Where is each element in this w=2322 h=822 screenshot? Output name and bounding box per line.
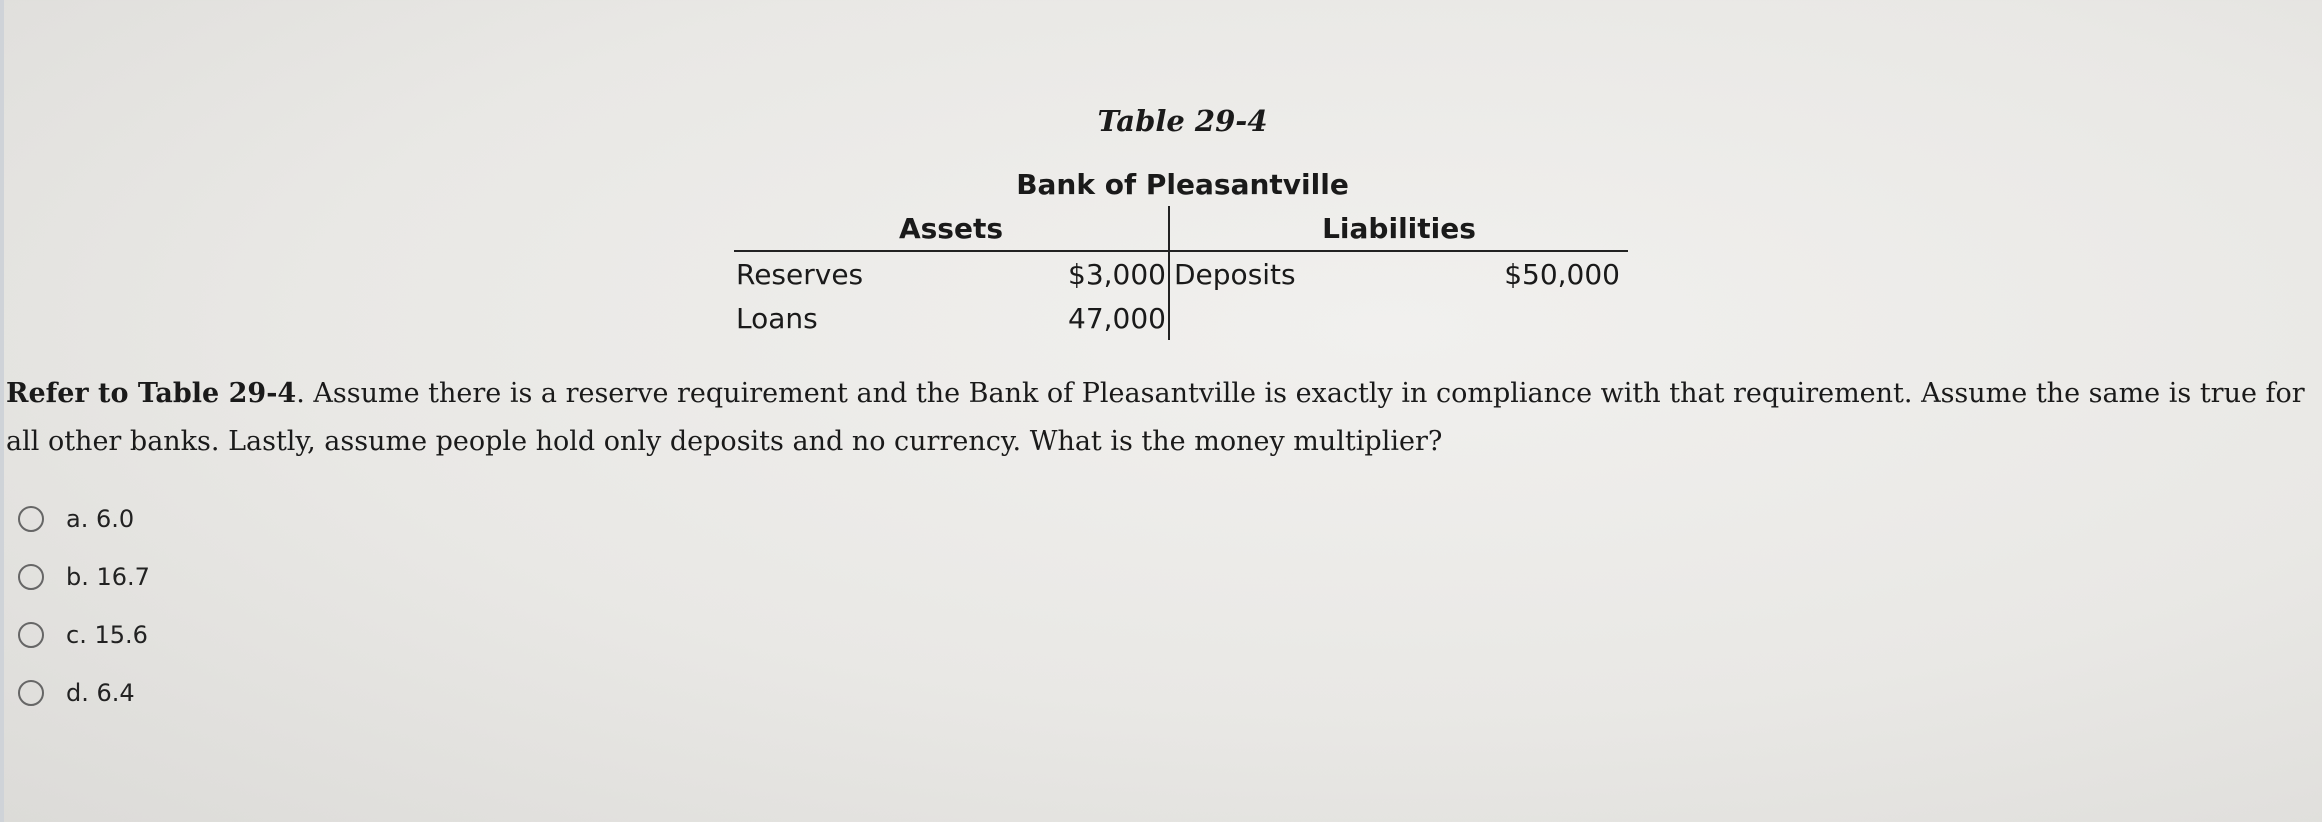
radio-button-icon[interactable] (18, 680, 44, 706)
option-b[interactable] (18, 548, 150, 606)
radio-button-icon[interactable] (18, 564, 44, 590)
option-c-label: c. 15.6 (66, 621, 148, 649)
liability-label-deposits: Deposits (1174, 258, 1296, 291)
t-account-divider-horizontal (734, 250, 1628, 252)
question-text (6, 370, 2306, 466)
option-a[interactable] (18, 490, 150, 548)
question-body: . Assume there is a reserve requirement and the Bank of Pleasantville is exactly in compliance with that requirement. Assume the same is true for all other banks. Lastly, assume people hold only deposits and no currency. What is the money multiplier? (6, 378, 2305, 457)
option-a-label: a. 6.0 (66, 505, 135, 533)
question-reference: Refer to Table 29-4 (6, 378, 297, 409)
asset-amount-reserves: $3,000 (1068, 258, 1166, 291)
liabilities-header: Liabilities (1322, 212, 1476, 245)
asset-amount-loans: 47,000 (1068, 302, 1166, 335)
option-b-label: b. 16.7 (66, 563, 150, 591)
radio-button-icon[interactable] (18, 622, 44, 648)
asset-label-loans: Loans (736, 302, 818, 335)
bank-name: Bank of Pleasantville (1016, 168, 1349, 201)
assets-header: Assets (898, 212, 1004, 245)
asset-label-reserves: Reserves (736, 258, 864, 291)
radio-button-icon[interactable] (18, 506, 44, 532)
option-d[interactable] (18, 664, 150, 722)
table-title: Table 29-4 (1097, 104, 1268, 138)
t-account-table (734, 206, 1628, 340)
option-d-label: d. 6.4 (66, 679, 135, 707)
option-c[interactable] (18, 606, 150, 664)
liability-amount-deposits: $50,000 (1504, 258, 1620, 291)
answer-options (18, 490, 150, 722)
